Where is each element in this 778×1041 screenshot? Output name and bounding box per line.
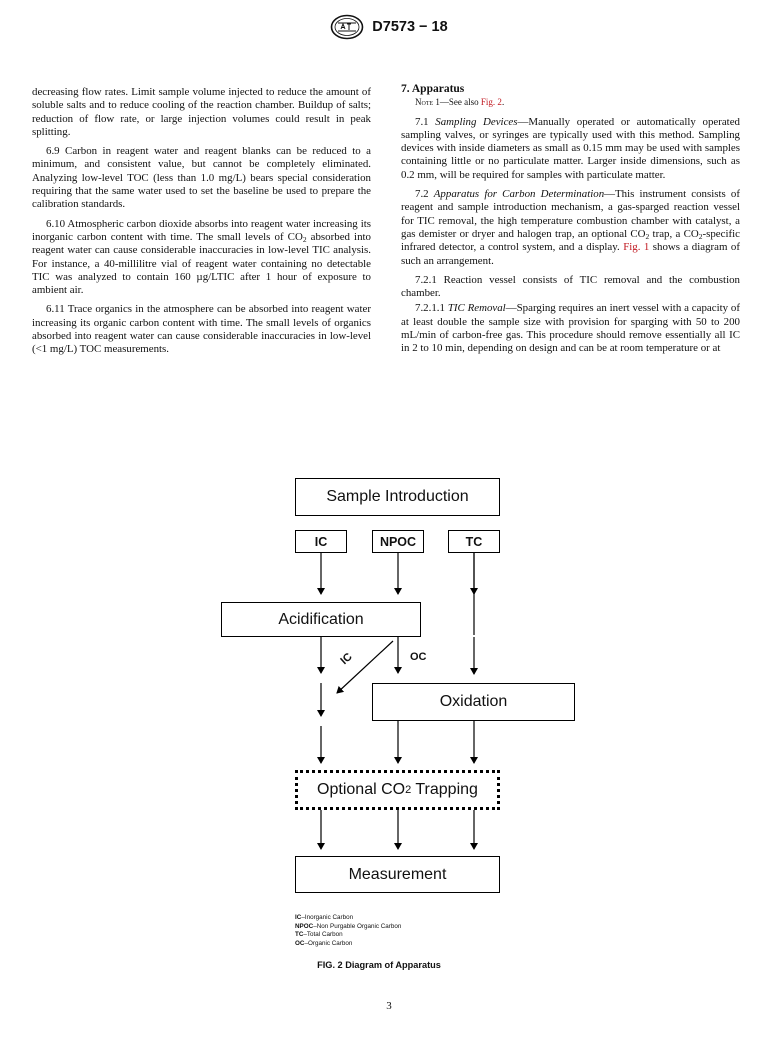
legend-item: OC–Organic Carbon <box>295 939 353 947</box>
legend-item: IC–Inorganic Carbon <box>295 914 354 921</box>
acidification-box: Acidification <box>221 602 421 637</box>
sample-introduction-box: Sample Introduction <box>295 478 500 516</box>
section-heading-apparatus: 7. Apparatus <box>401 83 465 95</box>
paragraph-7-2: 7.2 Apparatus for Carbon Determination—This instrument consists of reagent and sample introduction mechanism, a gas-sparged reaction vessel for TIC removal, the high temperature combustion chamber with catalyst, a gas demister or dryer and halogen trap, an optional $CO_2$ trap, a $CO_2$-specific infrared detector, a control system, and a display. Fig. 1 shows a diagram of such an arrangement. <box>401 188 740 267</box>
page-number: 3 <box>386 1000 392 1012</box>
fig-1-link[interactable]: Fig. 1 <box>623 241 650 254</box>
paragraph-6-10: 6.10 Atmospheric carbon dioxide absorbs into reagent water increasing its inorganic carbon content with time. The small levels of $CO_2$ absorbed into reagent water can cause considerable inaccuracies in low-level TIC analysis. For instance, a 40-millilitre vial of reagent water containing no detectable TIC was analyzed to contain 160 µg/LTIC after 1 hour of exposure to ambient air. <box>32 217 371 297</box>
oxidation-box: Oxidation <box>372 683 575 721</box>
measurement-box: Measurement <box>295 856 500 893</box>
diagram-legend <box>295 914 401 948</box>
optional-co2-trapping-box: Optional CO 2 Trapping <box>295 770 500 810</box>
note-1: Note 1—See also Fig. 2. <box>415 97 505 108</box>
legend-item: TC–Total Carbon <box>295 931 343 939</box>
figure-caption: FIG. 2 Diagram of Apparatus <box>317 960 441 970</box>
paragraph-7-2-1: 7.2.1 Reaction vessel consists of TIC removal and the combustion chamber. <box>401 273 740 300</box>
label-npoc: NPOC <box>372 530 424 553</box>
paragraph-7-1: 7.1 Sampling Devices—Manually operated or automatically operated sampling valves, or syringes are typically used with this method. Sampling devices with inside diameters as small as 0.15 mm may be used with samples containing little or no particulate matter. Larger inside dimensions, such as 0.2 mm, will be required for samples with particulate matter. <box>401 115 740 181</box>
fig-2-link[interactable]: Fig. 2 <box>480 97 502 108</box>
label-tc: TC <box>448 530 500 553</box>
label-ic: IC <box>295 530 347 553</box>
arrow-label-oc: OC <box>410 651 427 663</box>
legend-item: NPOC–Non Purgable Organic Carbon <box>295 922 402 930</box>
arrow-label-ic: IC <box>338 650 355 668</box>
paragraph-continued: decreasing flow rates. Limit sample volume injected to reduce the amount of soluble salts and to reduce cooling of the reaction chamber. Buildup of salts; reduction of flow rate, or large injection volumes could result in peak splitting. <box>32 86 371 138</box>
paragraph-6-11: 6.11 Trace organics in the atmosphere can be absorbed into reagent water increasing its organic carbon content with time. The small levels of organics absorbed into reagent water can cause considerable inaccuracies in low-level (<1 mg/L) TOC measurements. <box>32 303 371 356</box>
paragraph-7-2-1-1: 7.2.1.1 TIC Removal—Sparging requires an inert vessel with a capacity of at least double the sample size with provision for sparging with 50 to 200 mL/min of carbon-free gas. This procedure should remove essentially all IC in 2 to 10 min, depending on design and can be at room temperature or at <box>401 302 741 355</box>
document-designation: D7573 − 18 <box>372 19 448 35</box>
paragraph-6-9: 6.9 Carbon in reagent water and reagent blanks can be reduced to a minimum, and consistent value, but cannot be completely eliminated. Analyzing low-level TOC (less than 1.0 mg/L) bears special consideration requiring that the same water used to set the baseline be used to prepare the calibration standards. <box>32 145 371 211</box>
